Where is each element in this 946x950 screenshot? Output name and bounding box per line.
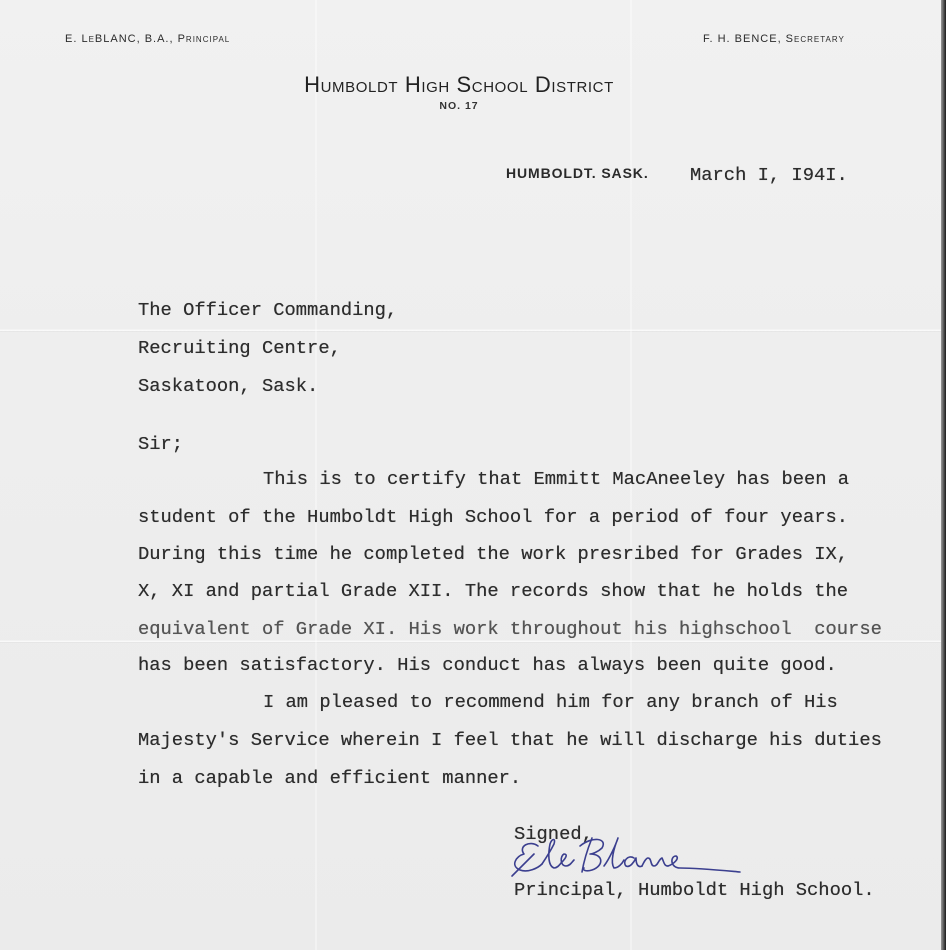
body-line: in a capable and efficient manner. [138, 767, 522, 789]
recipient-line: Saskatoon, Sask. [138, 375, 319, 397]
body-line: equivalent of Grade XI. His work throughout his highschool course [138, 618, 882, 640]
body-line: I am pleased to recommend him for any branch of His [263, 691, 838, 713]
body-line: Majesty's Service wherein I feel that he will discharge his duties [138, 729, 882, 751]
paper-fold-line [0, 329, 941, 332]
recipient-line: The Officer Commanding, [138, 299, 398, 321]
body-line: has been satisfactory. His conduct has always been quite good. [138, 654, 837, 676]
body-line: X, XI and partial Grade XII. The records show that he holds the [138, 580, 849, 602]
paper-fold-line [0, 640, 941, 643]
letter-date: March I, I94I. [690, 164, 848, 186]
body-line: This is to certify that Emmitt MacAneeley has been a [263, 468, 850, 490]
letterhead-place: HUMBOLDT. SASK. [506, 165, 649, 181]
letterhead-secretary: F. H. BENCE, Secretary [703, 33, 845, 45]
letterhead-principal: E. LeBLANC, B.A., Principal [65, 33, 231, 45]
handwritten-signature [508, 832, 748, 882]
salutation: Sir; [138, 433, 184, 455]
page-edge-shadow [941, 0, 946, 950]
signer-title: Principal, Humboldt High School. [514, 879, 875, 901]
body-line: During this time he completed the work presribed for Grades IX, [138, 543, 849, 565]
body-line: student of the Humboldt High School for a period of four years. [138, 506, 849, 528]
letterhead-title: Humboldt High School District [304, 72, 614, 97]
signed-label: Signed, [514, 823, 593, 845]
recipient-line: Recruiting Centre, [138, 337, 341, 359]
letterhead-district-number: NO. 17 [439, 100, 479, 112]
